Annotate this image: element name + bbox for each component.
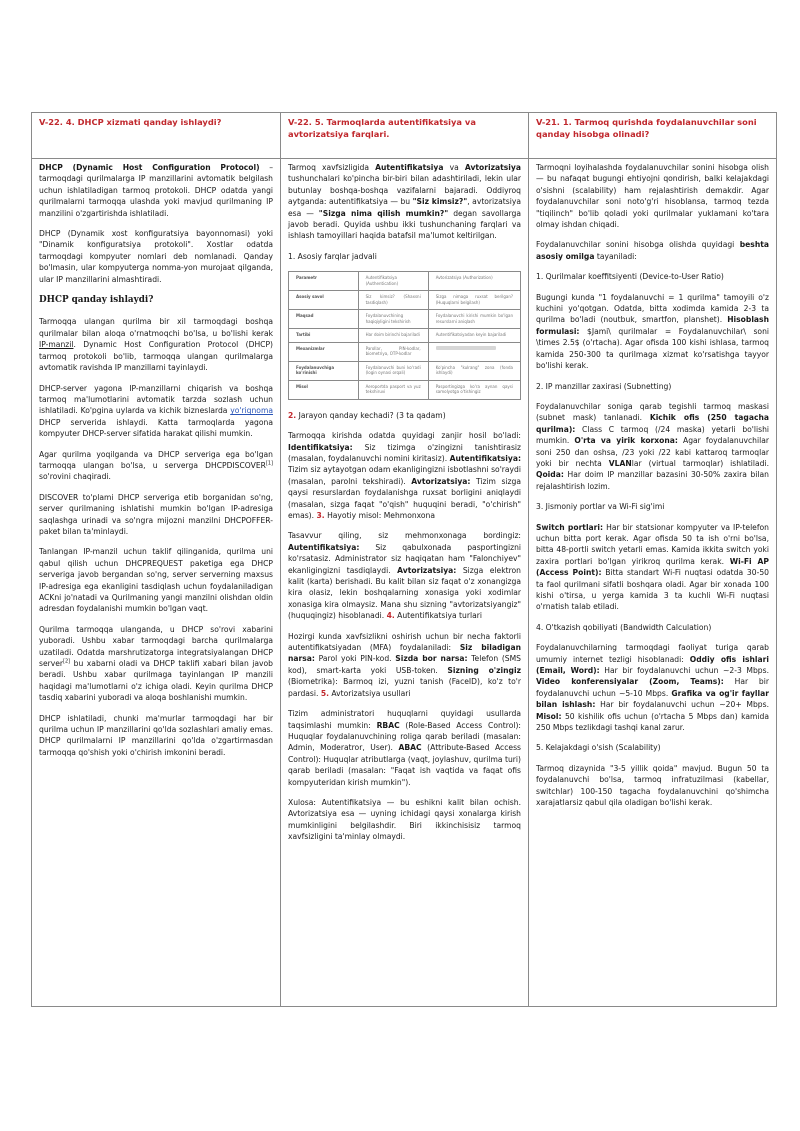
- text: DHCP serverida ishlaydi. Katta tarmoqlarda yagona kompyuter DHCP-server sifatida harakat qilishi mumkin.: [39, 417, 273, 439]
- table-cell: Foydalanuvchiga ko'rinishi: [289, 361, 359, 380]
- text: . Dynamic Host Configuration Protocol (DHCP) tarmoq protokoli bo'lib, tarmoqqa ulangan qurilmalarga avtomatik ravishda IP manzillarni tayinlaydi.: [39, 340, 273, 373]
- subheading: 5. Kelajakdagi o'sish (Scalability): [536, 743, 661, 753]
- text: so'rovini chaqiradi.: [39, 472, 111, 482]
- paragraph: Tarmoq dizaynida "3-5 yillik qoida" mavjud. Bugun 50 ta foydalanuvchi bo'lsa, tarmoq infratuzilmasi (kabellar, switchlar) 100-150 tagacha foydalanuvchini qo'shimcha xarajatlarsiz qabul qila oladigan bo'lishi kerak.: [536, 763, 769, 808]
- bold-term: VLAN: [608, 458, 632, 468]
- bold-term: Autentifikatsiya:: [288, 542, 360, 552]
- text: Har bir foydalanuvchi uchun ~2-3 Mbps.: [599, 666, 769, 676]
- bold-term: Avtorizatsiya:: [397, 565, 457, 575]
- text: Foydalanuvchilar soniga qarab tegishli tarmoq maskasi (subnet mask) tanlanadi.: [536, 401, 769, 423]
- footnote-ref[interactable]: [1]: [265, 460, 273, 467]
- text: Siz qabulxonada pasportingizni ko'rsatasiz. Administrator siz haqiqatan ham "Falonchiyev" ekanligingizni tasdiqlaydi.: [288, 542, 521, 575]
- bold-term: DHCP (Dynamic Host Configuration Protocol): [39, 163, 260, 172]
- text: Tizim siz aytayotgan odam ekanligingizni isbotlashni so'raydi (masalan, parolni tekshiradi).: [288, 465, 521, 486]
- footnote-ref[interactable]: [2]: [63, 658, 71, 665]
- table-cell: Foydalanuvchi kirishi mumkin bo'lgan resurslarni aniqlash: [428, 310, 520, 329]
- document-page: [31, 112, 776, 1006]
- text: lar (virtual tarmoqlar) ishlatiladi.: [631, 458, 769, 468]
- paragraph: DISCOVER to'plami DHCP serveriga etib borganidan so'ng, server qurilmaning ishlatishi mumkin bo'lgan IP-adresiga saqlashga urinadi va so'ngra mijozni manzilni DHCPOFFER-paket bilan ta'minlaydi.: [39, 492, 273, 536]
- bold-term: Avtorizatsiya: [464, 163, 521, 172]
- ip-address-link[interactable]: IP-manzil: [39, 340, 74, 350]
- paragraph: [39, 162, 273, 219]
- table-cell: Mexanizmlar: [289, 342, 359, 361]
- text: Foydalanuvchilar sonini hisobga olishda quyidagi: [536, 240, 740, 250]
- bold-term: Identifikatsiya:: [288, 442, 353, 452]
- table-cell: Pasportingizga ko'ra aynan qaysi samolyotga o'tishingiz: [428, 380, 520, 399]
- paragraph: Xulosa: Autentifikatsiya — bu eshikni kalit bilan ochish. Avtorizatsiya esa — uyning ichidagi qaysi xonalarga kirish mumkinligini belgilashdir. Biri ikkinchisisiz tarmoq xavfsizligini ta'minlay olmaydi.: [288, 797, 521, 842]
- comparison-table-image: [288, 271, 521, 400]
- bold-term: Sizning o'zingiz: [447, 665, 522, 675]
- bold-term: Hisoblash formulasi:: [536, 315, 769, 336]
- text: DHCP-server yagona IP-manzillarni chiqarish va boshqa tarmoq ma'lumotlarini avtomatik tarzda sozlash uchun ishlatiladi. Ko'pgina uylarda va kichik bizneslarda: [39, 383, 273, 416]
- answer-row: [32, 159, 777, 1007]
- text: Bugungi kunda "1 foydalanuvchi = 1 qurilma" tamoyili o'z kuchini yo'qotgan. Odatda, bitta xodimda kamida 2-3 ta qurilma bo'ladi (noutbuk, smartfon, planshet).: [536, 292, 769, 325]
- text: Har bir statsionar kompyuter va IP-telefon uchun bitta port kerak. Agar ofisda 50 ta ish o'rni bo'lsa, bitta 48-portli switch yetarli emas. Kamida ikkita switch yoki zaxira portlari bo'lgan yirikroq qurilma kerak.: [536, 522, 769, 566]
- bold-term: Misol:: [536, 711, 562, 721]
- text: degan savollarga javob beradi. Quyida ushbu ikki tushunchaning farqlari va ishlash tamoyillari haqida batafsil ma'lumot keltirilgan.: [288, 208, 522, 241]
- text: bu xabarni oladi va DHCP taklifi xabari bilan javob beradi. Ushbu xabar qurilmaga tayinlangan IP manzili haqidagi ma'lumotlarni o'z ichiga oladi. Keyin qurilma DHCP tasdiq xabarini yuboradi va aloqa boshlanishi mumkin.: [39, 659, 273, 703]
- bold-term: Qoida:: [536, 470, 564, 480]
- section-number: 4.: [386, 611, 395, 621]
- paragraph: [39, 316, 273, 373]
- table-cell: Foydalanuvchining haqiqiyligini tekshirish: [358, 310, 428, 329]
- table-cell: Autentifikatsiya (Authentication): [358, 272, 428, 291]
- text: Hozirgi kunda xavfsizlikni oshirish uchun bir necha faktorli autentifikatsiyadan (MFA) foydalaniladi:: [288, 631, 521, 653]
- paragraph: [536, 642, 769, 733]
- text: Agar qurilma yoqilganda va DHCP serveriga ega bo'lgan tarmoqqa ulangan bo'lsa, u serverga DHCPDISCOVER: [39, 449, 273, 470]
- text: Bitta standart Wi-Fi nuqtasi odatda 30-50 ta faol qurilmani sifatli boshqara oladi. Agar bir xonada 100 kishi o'tirsa, u yerga kamida 3 ta kuchli Wi-Fi nuqtasi o'rnatish talab etiladi.: [536, 568, 769, 612]
- paragraph: [288, 708, 521, 788]
- answer-cell-3: [529, 159, 777, 1007]
- text: va: [443, 163, 465, 172]
- answer-cell-1: [32, 159, 281, 1007]
- bold-term: O'rta va yirik korxona:: [574, 436, 678, 446]
- text: Siz tizimga o'zingizni tanishtirasiz (masalan, foydalanuvchi nomini kiritasiz).: [288, 442, 521, 463]
- text: , avtorizatsiya esa —: [288, 197, 521, 218]
- subheading: 2. IP manzillar zaxirasi (Subnetting): [536, 381, 672, 391]
- table-cell: Maqsad: [289, 310, 359, 329]
- router-link[interactable]: yo'riqnoma: [230, 406, 273, 416]
- paragraph: [39, 624, 273, 704]
- question-title-2: V-22. 5. Tarmoqlarda autentifikatsiya va avtorizatsiya farqlari.: [288, 117, 476, 139]
- text: $Jami\ qurilmalar = Foydalanuvchilar\ soni \times 2.5$ (o'rtacha). Agar ofisda 100 kishi ishlasa, tarmoq kamida 250-300 ta qurilmaga xizmat ko'rsatishga tayyor bo'lishi kerak.: [536, 326, 769, 371]
- text: Tarmoq xavfsizligida: [288, 163, 376, 172]
- table-row: [289, 342, 521, 361]
- subheading: 1. Asosiy farqlar jadvali: [288, 251, 377, 261]
- text: Foydalanuvchilarning tarmoqdagi faoliyat turiga qarab umumiy internet tezligi hisoblanadi:: [536, 643, 769, 664]
- table-cell: Siz kimsiz? (Shaxsni tasdiqlash): [358, 291, 428, 310]
- text: tushunchalari ko'pincha bir-biri bilan adashtiriladi, lekin ular butunlay boshqa-boshqa vazifalarni bajaradi. Oddiyroq aytganda: autentifikatsiya — bu: [288, 174, 521, 207]
- text: Class C tarmoq (/24 maska) yetarli bo'lishi mumkin.: [536, 424, 769, 446]
- table-cell: Tartibi: [289, 329, 359, 343]
- paragraph: [536, 239, 769, 262]
- bold-term: "Sizga nima qilish mumkin?": [318, 208, 449, 218]
- section-number: 5.: [320, 688, 330, 698]
- paragraph: [536, 292, 769, 372]
- blurred-text: [436, 346, 496, 350]
- paragraph: [536, 522, 769, 613]
- bold-term: Siz biladigan narsa:: [288, 643, 521, 664]
- text: Tizim administratori huquqlarni quyidagi usullarda taqsimlashi mumkin:: [288, 709, 521, 730]
- bold-term: Autentifikatsiya:: [449, 453, 521, 463]
- text: (Biometrika): Barmoq izi, yuzni tanish (FaceID), ko'z to'r pardasi.: [288, 677, 521, 698]
- bold-term: Avtorizatsiya:: [411, 476, 471, 486]
- bold-term: Grafika va og'ir fayllar bilan ishlash:: [536, 688, 769, 710]
- table-cell: Parametr: [289, 272, 359, 291]
- table-cell: Sizga nimaga ruxsat berilgan? (Huquqlarni belgilash): [428, 291, 520, 310]
- bold-term: Switch portlari:: [536, 522, 604, 532]
- table-cell: Avtorizatsiya (Authorization): [428, 272, 520, 291]
- question-title-3: V-21. 1. Tarmoq qurishda foydalanuvchilar soni qanday hisobga olinadi?: [536, 117, 757, 139]
- header-cell-1: [32, 113, 281, 159]
- text: Hayotiy misol: Mehmonxona: [324, 511, 436, 520]
- table-cell: Parollar, PIN-kodlar, biometriya, OTP-kodlar: [358, 342, 428, 361]
- header-row: [32, 113, 777, 159]
- text: Tarmoqqa ulangan qurilma bir xil tarmoqdagi boshqa qurilmalar bilan aloqa o'rnatmoqchi bo'lsa, u bo'lishi kerak: [39, 317, 273, 338]
- section-number: 3.: [316, 511, 325, 520]
- table-cell: Foydalanuvchi buni ko'radi (login oynasi orqali): [358, 361, 428, 380]
- text: Agar foydalanuvchilar soni 250 dan oshsa, /23 yoki /22 kabi kattaroq tarmoqlar yoki bir nechta: [536, 436, 769, 468]
- table-row: [289, 291, 521, 310]
- bold-term: RBAC: [376, 720, 400, 730]
- table-cell: [428, 342, 520, 361]
- text: Har bir foydalanuvchi uchun ~20+ Mbps.: [595, 700, 769, 710]
- table-row: [289, 380, 521, 399]
- table-cell: Har doim birinchi bajariladi: [358, 329, 428, 343]
- header-cell-2: [281, 113, 529, 159]
- text: (Attribute-Based Access Control): Huquqlar atributlarga (vaqt, joylashuv, qurilma turi) qarab beriladi (masalan: "Faqat ish vaqtida va faqat ofis kompyuteridan kirish mumkin").: [288, 743, 521, 787]
- bold-term: Kichik ofis (250 tagacha qurilma):: [536, 413, 769, 434]
- table-cell: Misol: [289, 380, 359, 399]
- answer-text-3: [536, 162, 769, 809]
- bold-term: beshta asosiy omilga: [536, 240, 769, 261]
- section-heading: DHCP qanday ishlaydi?: [39, 295, 154, 306]
- subheading: 4. O'tkazish qobiliyati (Bandwidth Calculation): [536, 622, 712, 632]
- paragraph: [288, 162, 521, 242]
- bold-term: ABAC: [398, 743, 422, 753]
- text: Qurilma tarmoqqa ulanganda, u DHCP so'rovi xabarini yuboradi. Ushbu xabar tarmoqdagi barcha qurilmalarga uzatiladi. Odatda marshrutizatorga integratsiyalangan DHCP server: [39, 624, 273, 669]
- table-row: [289, 361, 521, 380]
- bold-term: Wi-Fi AP (Access Point):: [536, 556, 769, 578]
- table-cell: Asosiy savol: [289, 291, 359, 310]
- subheading: 3. Jismoniy portlar va Wi-Fi sig'imi: [536, 502, 665, 512]
- text: Tasavvur qiling, siz mehmonxonaga bordingiz:: [288, 531, 521, 541]
- text: Tarmoqqa kirishda odatda quyidagi zanjir hosil bo'ladi:: [288, 431, 521, 441]
- paragraph: DHCP ishlatiladi, chunki ma'murlar tarmoqdagi har bir qurilma uchun IP manzillarini qo'lda sozlashlari amaliy emas. DHCP qurilmalarni IP manzillarini qo'lda o'zgartirmasdan tarmoqqa qo'shish yoki o'chirish imkonini beradi.: [39, 713, 273, 757]
- answer-cell-2: [281, 159, 529, 1007]
- text: Telefon (SMS kod), smart-karta yoki USB-token.: [288, 654, 521, 675]
- text: Jarayon qanday kechadi? (3 ta qadam): [296, 410, 446, 420]
- text: Avtorizatsiya usullari: [329, 688, 411, 698]
- table-row: [289, 310, 521, 329]
- paragraph: [288, 631, 521, 699]
- question-title-1: V-22. 4. DHCP xizmati qanday ishlaydi?: [39, 117, 222, 127]
- paragraph: [39, 449, 273, 483]
- paragraph: [288, 530, 521, 621]
- table-cell: Autentifikatsiyadan keyin bajariladi: [428, 329, 520, 343]
- paragraph: [536, 401, 769, 492]
- paragraph: [288, 430, 521, 521]
- paragraph: [39, 383, 273, 440]
- table-cell: Aeroportda pasport va yuz tekshiruvi: [358, 380, 428, 399]
- table-row: [289, 329, 521, 343]
- paragraph: Tanlangan IP-manzil uchun taklif qilinganida, qurilma uni qabul qilish uchun DHCPREQUEST paketiga ega DHCP serveriga javob bergandan so'ng, server serverning maxsus IP-adresiga ega ekanligini tasdiqlash uchun foydalaniladigan ACKni jo'natadi va Qurilmaning yangi manzilni olishdan oldin adresdan foydalanishi mumkin bo'lgan vaqt.: [39, 547, 273, 614]
- table-row: [289, 272, 521, 291]
- text: Parol yoki PIN-kod.: [314, 654, 396, 664]
- text: Sizga elektron kalit (karta) berishadi. Bu kalit bilan siz faqat o'z xonangizga kira olasiz, lekin boshqalarning xonasiga yoki xodimlar xonasiga kira olmaysiz. Mana shu sizning "avtorizatsiyangiz" (huquqingiz) hisoblanadi.: [288, 565, 521, 621]
- qa-table: [31, 112, 777, 1007]
- subheading: 1. Qurilmalar koeffitsiyenti (Device-to-User Ratio): [536, 272, 724, 282]
- bold-term: Oddiy ofis ishlari (Email, Word):: [536, 654, 769, 676]
- text: Har bir foydalanuvchi uchun ~5-10 Mbps.: [536, 677, 769, 698]
- text: Tizim sizga qaysi resurslardan foydalanishga ruxsat borligini aniqlaydi (masalan, sizga faqat "o'qish" huquqini beradi, "o'chirish" emas).: [288, 476, 521, 520]
- text: Har doim IP manzillar bazasini 30-50% zaxira bilan rejalashtirish lozim.: [536, 470, 769, 491]
- bold-term: Video konferensiyalar (Zoom, Teams):: [536, 677, 724, 687]
- text: 50 kishilik ofis uchun (o'rtacha 5 Mbps dan) kamida 250 Mbps tezlikdagi tashqi kanal zarur.: [536, 711, 769, 733]
- answer-text-1: [39, 162, 273, 758]
- paragraph: Tarmoqni loyihalashda foydalanuvchilar sonini hisobga olish — bu nafaqat bugungi ehtiyojni qondirish, balki kelajakdagi o'sishni (scalability) ham rejalashtirish demakdir. Agar foydalanuvchilar soni noto'g'ri hisoblansa, tarmoq tezda "tiqilinch" bo'lib qoladi yoki qurilmalar yuklamani ko'tara olmay ishdan chiqadi.: [536, 163, 769, 230]
- bold-term: "Siz kimsiz?": [412, 197, 468, 207]
- bold-term: Sizda bor narsa:: [395, 654, 468, 664]
- subheading: [288, 410, 521, 421]
- answer-text-2: [288, 162, 521, 843]
- text: (Role-Based Access Control): Huquqlar foydalanuvchining roliga qarab beriladi (masalan: Admin, Moderatror, User).: [288, 720, 521, 753]
- text: – tarmoqdagi qurilmalarga IP manzillarini avtomatik belgilash uchun ishlatiladigan tarmoq protokoli. DHCP odatda yangi qurilmalarni tarmoqqa ulashda yoki mavjud qurilmaning IP manzilini o'zgartirishda ishlatiladi.: [39, 163, 273, 218]
- bold-term: Autentifikatsiya: [375, 163, 444, 172]
- text: Autentifikatsiya turlari: [394, 611, 482, 621]
- table-cell: Ko'pincha "kulrang" zona (fonda ishlaydi): [428, 361, 520, 380]
- text: tayaniladi:: [594, 251, 637, 261]
- section-number: 2.: [288, 410, 297, 420]
- paragraph: DHCP (Dynamik xost konfiguratsiya bayonnomasi) yoki "Dinamik konfiguratsiya protokoli". Xostlar odatda tarmoqdagi kompyuter nomlari deb nomlanadi. Qanday bo'lmasin, ular kompyuterga nomma-yon murojaat qilganda, ular IP manzillarini almashtiradi.: [39, 229, 273, 284]
- header-cell-3: [529, 113, 777, 159]
